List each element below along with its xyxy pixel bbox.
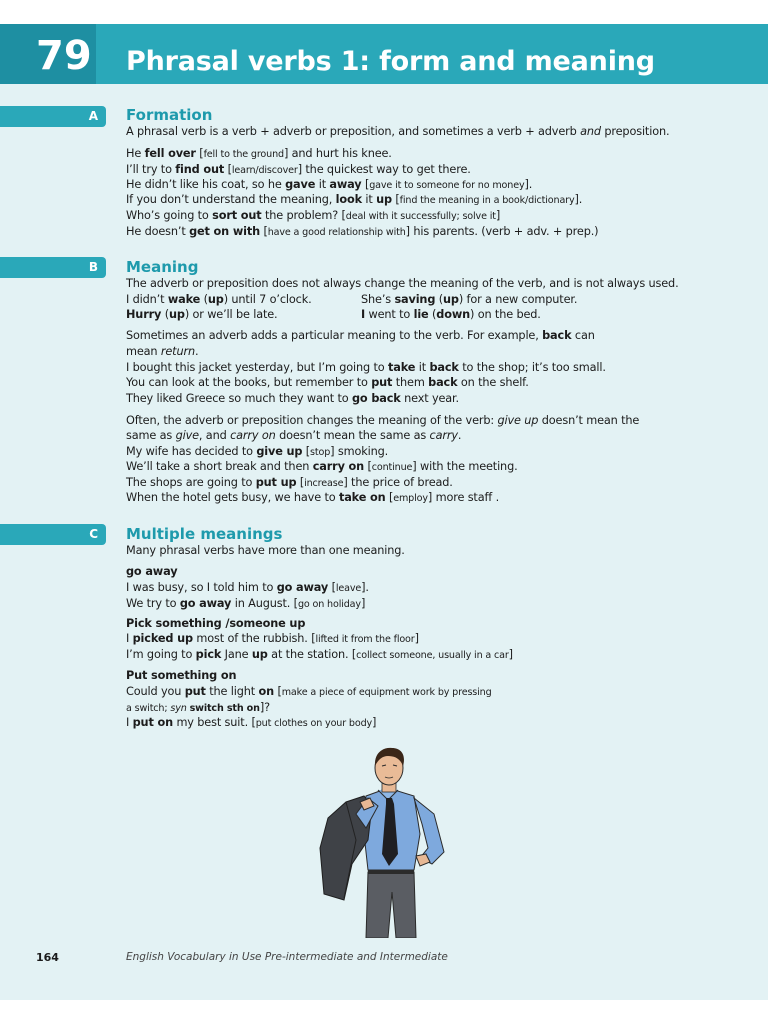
example-line: He doesn’t get on with [have a good relationship with] his parents. (verb + adv. + prep.) bbox=[126, 225, 599, 238]
text-line: A phrasal verb is a verb + adverb or preposition, and sometimes a verb + adverb and preposition. bbox=[126, 125, 670, 138]
text-line: same as give, and carry on doesn’t mean the same as carry. bbox=[126, 429, 462, 442]
unit-title: Phrasal verbs 1: form and meaning bbox=[126, 46, 655, 77]
example-line: She’s saving (up) for a new computer. bbox=[361, 293, 578, 306]
example-line: They liked Greece so much they want to go back next year. bbox=[126, 392, 459, 405]
example-line: I went to lie (down) on the bed. bbox=[361, 308, 541, 321]
example-line: He didn’t like his coat, so he gave it away [gave it to someone for no money]. bbox=[126, 178, 533, 191]
example-line: I put on my best suit. [put clothes on your body] bbox=[126, 716, 377, 729]
example-line: I’m going to pick Jane up at the station. [collect someone, usually in a car] bbox=[126, 648, 513, 661]
example-line: You can look at the books, but remember to put them back on the shelf. bbox=[126, 376, 529, 389]
example-line: If you don’t understand the meaning, look it up [find the meaning in a book/dictionary]. bbox=[126, 193, 583, 206]
text-line: Often, the adverb or preposition changes the meaning of the verb: give up doesn’t mean the bbox=[126, 414, 640, 427]
section-b-letter: B bbox=[88, 260, 98, 274]
subheading: Pick something /someone up bbox=[126, 617, 306, 630]
example-line: I bought this jacket yesterday, but I’m going to take it back to the shop; it’s too small. bbox=[126, 361, 606, 374]
section-b-tab bbox=[0, 257, 106, 278]
section-a-tab bbox=[0, 106, 106, 127]
page-number: 164 bbox=[36, 951, 59, 964]
book-title: English Vocabulary in Use Pre-intermediate and Intermediate bbox=[126, 951, 448, 963]
section-c-title: Multiple meanings bbox=[126, 525, 283, 543]
unit-number: 79 bbox=[36, 33, 92, 79]
text-line: Sometimes an adverb adds a particular meaning to the verb. For example, back can bbox=[126, 329, 595, 342]
section-c-letter: C bbox=[89, 527, 98, 541]
example-line: He fell over [fell to the ground] and hurt his knee. bbox=[126, 147, 392, 160]
example-line: I didn’t wake (up) until 7 o’clock. bbox=[126, 293, 312, 306]
example-line: When the hotel gets busy, we have to take on [employ] more staff . bbox=[126, 491, 500, 504]
example-line: I picked up most of the rubbish. [lifted it from the floor] bbox=[126, 632, 419, 645]
example-line: We try to go away in August. [go on holiday] bbox=[126, 597, 366, 610]
text-line: The adverb or preposition does not always change the meaning of the verb, and is not always used. bbox=[126, 277, 679, 290]
example-line: Hurry (up) or we’ll be late. bbox=[126, 308, 278, 321]
section-b-title: Meaning bbox=[126, 258, 199, 276]
text-line: Many phrasal verbs have more than one meaning. bbox=[126, 544, 405, 557]
section-a-title: Formation bbox=[126, 106, 213, 124]
example-line: My wife has decided to give up [stop] smoking. bbox=[126, 445, 389, 458]
subheading: go away bbox=[126, 565, 178, 578]
example-line: a switch; syn switch sth on]? bbox=[126, 701, 270, 714]
section-a-letter: A bbox=[88, 109, 98, 123]
example-line: Could you put the light on [make a piece of equipment work by pressing bbox=[126, 685, 492, 698]
section-c-tab bbox=[0, 524, 106, 545]
text-line: mean return. bbox=[126, 345, 199, 358]
example-line: Who’s going to sort out the problem? [deal with it successfully; solve it] bbox=[126, 209, 501, 222]
subheading: Put something on bbox=[126, 669, 237, 682]
example-line: I’ll try to find out [learn/discover] the quickest way to get there. bbox=[126, 163, 471, 176]
example-line: The shops are going to put up [increase] the price of bread. bbox=[126, 476, 453, 489]
example-line: I was busy, so I told him to go away [leave]. bbox=[126, 581, 369, 594]
example-line: We’ll take a short break and then carry on [continue] with the meeting. bbox=[126, 460, 518, 473]
man-putting-on-suit-illustration bbox=[316, 744, 456, 938]
